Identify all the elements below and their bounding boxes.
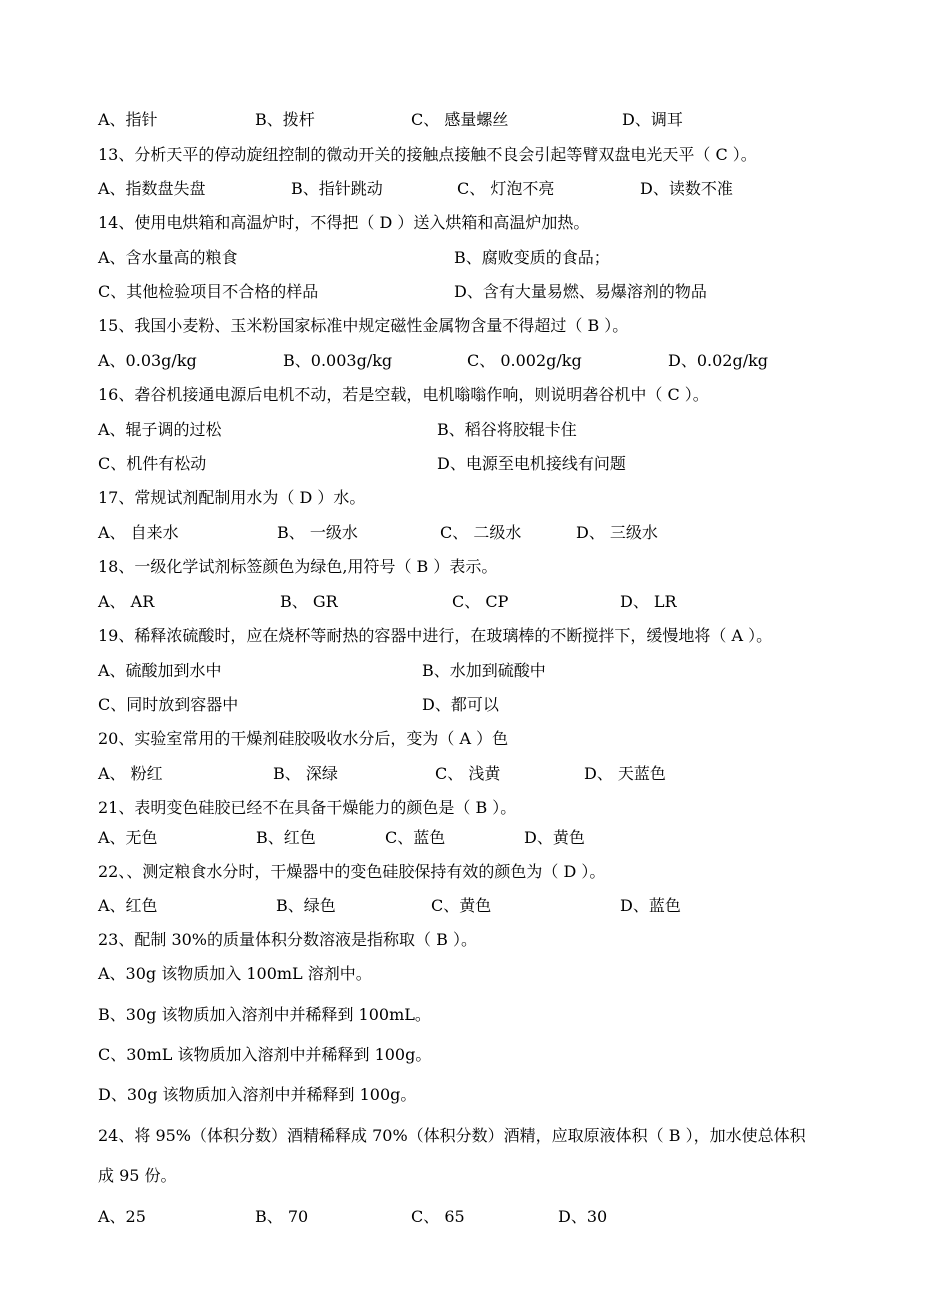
- option-item: D、0.02g/kg: [668, 351, 769, 370]
- option-item: C、 CP: [452, 592, 509, 611]
- option-item: D、30: [558, 1207, 608, 1226]
- option-item: D、 三级水: [576, 523, 658, 542]
- question-text: B、30g 该物质加入溶剂中并稀释到 100mL。: [98, 1005, 431, 1024]
- option-item: C、 浅黄: [435, 764, 501, 783]
- question-text: 19、稀释浓硫酸时，应在烧杯等耐热的容器中进行，在玻璃棒的不断搅拌下，缓慢地将（ A ）。: [98, 626, 773, 645]
- option-item: D、蓝色: [620, 896, 681, 915]
- option-item: B、 一级水: [277, 523, 358, 542]
- option-item: C、 65: [411, 1207, 465, 1226]
- option-item: C、 二级水: [440, 523, 522, 542]
- option-item: B、水加到硫酸中: [422, 661, 546, 680]
- option-item: B、 GR: [280, 592, 338, 611]
- option-item: A、红色: [98, 896, 158, 915]
- option-item: A、指针: [98, 110, 158, 129]
- option-item: A、 粉红: [98, 764, 163, 783]
- option-item: B、稻谷将胶辊卡住: [437, 420, 577, 439]
- option-item: A、硫酸加到水中: [98, 661, 222, 680]
- option-item: B、拨杆: [255, 110, 315, 129]
- option-item: A、0.03g/kg: [98, 351, 197, 370]
- option-item: D、调耳: [622, 110, 683, 129]
- option-item: A、含水量高的粮食: [98, 248, 238, 267]
- question-text: D、30g 该物质加入溶剂中并稀释到 100g。: [98, 1085, 417, 1104]
- question-text: 13、分析天平的停动旋纽控制的微动开关的接触点接触不良会引起等臂双盘电光天平（ C ）。: [98, 145, 757, 164]
- question-text: 15、我国小麦粉、玉米粉国家标准中规定磁性金属物含量不得超过（ B ）。: [98, 316, 629, 335]
- question-text: 21、表明变色硅胶已经不在具备干燥能力的颜色是（ B ）。: [98, 798, 517, 817]
- question-text: 16、砻谷机接通电源后电机不动，若是空载，电机嗡嗡作响，则说明砻谷机中（ C ）。: [98, 385, 709, 404]
- option-item: B、 70: [255, 1207, 309, 1226]
- option-item: D、 LR: [620, 592, 677, 611]
- question-text: 成 95 份。: [98, 1166, 177, 1185]
- option-item: C、蓝色: [385, 828, 446, 847]
- option-item: D、黄色: [524, 828, 585, 847]
- option-item: A、无色: [98, 828, 158, 847]
- question-text: 24、将 95%（体积分数）酒精稀释成 70%（体积分数）酒精，应取原液体积（ B ），加水使总体积: [98, 1126, 806, 1145]
- question-text: 22、、测定粮食水分时，干燥器中的变色硅胶保持有效的颜色为（ D ）。: [98, 862, 606, 881]
- option-item: B、 深绿: [273, 764, 338, 783]
- option-item: C、黄色: [431, 896, 492, 915]
- option-item: D、 天蓝色: [584, 764, 666, 783]
- question-text: 18、一级化学试剂标签颜色为绿色,用符号（ B ）表示。: [98, 557, 498, 576]
- option-item: C、机件有松动: [98, 454, 207, 473]
- option-item: A、指数盘失盘: [98, 179, 206, 198]
- option-item: C、其他检验项目不合格的样品: [98, 282, 319, 301]
- option-item: B、腐败变质的食品；: [454, 248, 610, 267]
- option-item: A、 AR: [98, 592, 155, 611]
- option-item: A、辊子调的过松: [98, 420, 222, 439]
- question-text: A、30g 该物质加入 100mL 溶剂中。: [98, 964, 372, 983]
- option-item: B、红色: [256, 828, 316, 847]
- option-item: C、 感量螺丝: [411, 110, 509, 129]
- option-item: D、含有大量易燃、易爆溶剂的物品: [454, 282, 707, 301]
- question-text: 17、常规试剂配制用水为（ D ）水。: [98, 488, 366, 507]
- option-item: B、0.003g/kg: [283, 351, 393, 370]
- question-text: 23、配制 30%的质量体积分数溶液是指称取（ B ）。: [98, 930, 477, 949]
- question-text: 14、使用电烘箱和高温炉时，不得把（ D ）送入烘箱和高温炉加热。: [98, 213, 590, 232]
- option-item: D、读数不准: [640, 179, 733, 198]
- question-text: 20、实验室常用的干燥剂硅胶吸收水分后，变为（ A ）色: [98, 729, 509, 748]
- option-item: D、都可以: [422, 695, 499, 714]
- option-item: C、 0.002g/kg: [467, 351, 582, 370]
- option-item: B、指针跳动: [291, 179, 383, 198]
- option-item: A、25: [98, 1207, 146, 1226]
- option-item: A、 自来水: [98, 523, 179, 542]
- question-text: C、30mL 该物质加入溶剂中并稀释到 100g。: [98, 1045, 432, 1064]
- option-item: C、同时放到容器中: [98, 695, 239, 714]
- option-item: D、电源至电机接线有问题: [437, 454, 626, 473]
- option-item: B、绿色: [276, 896, 336, 915]
- option-item: C、 灯泡不亮: [457, 179, 555, 198]
